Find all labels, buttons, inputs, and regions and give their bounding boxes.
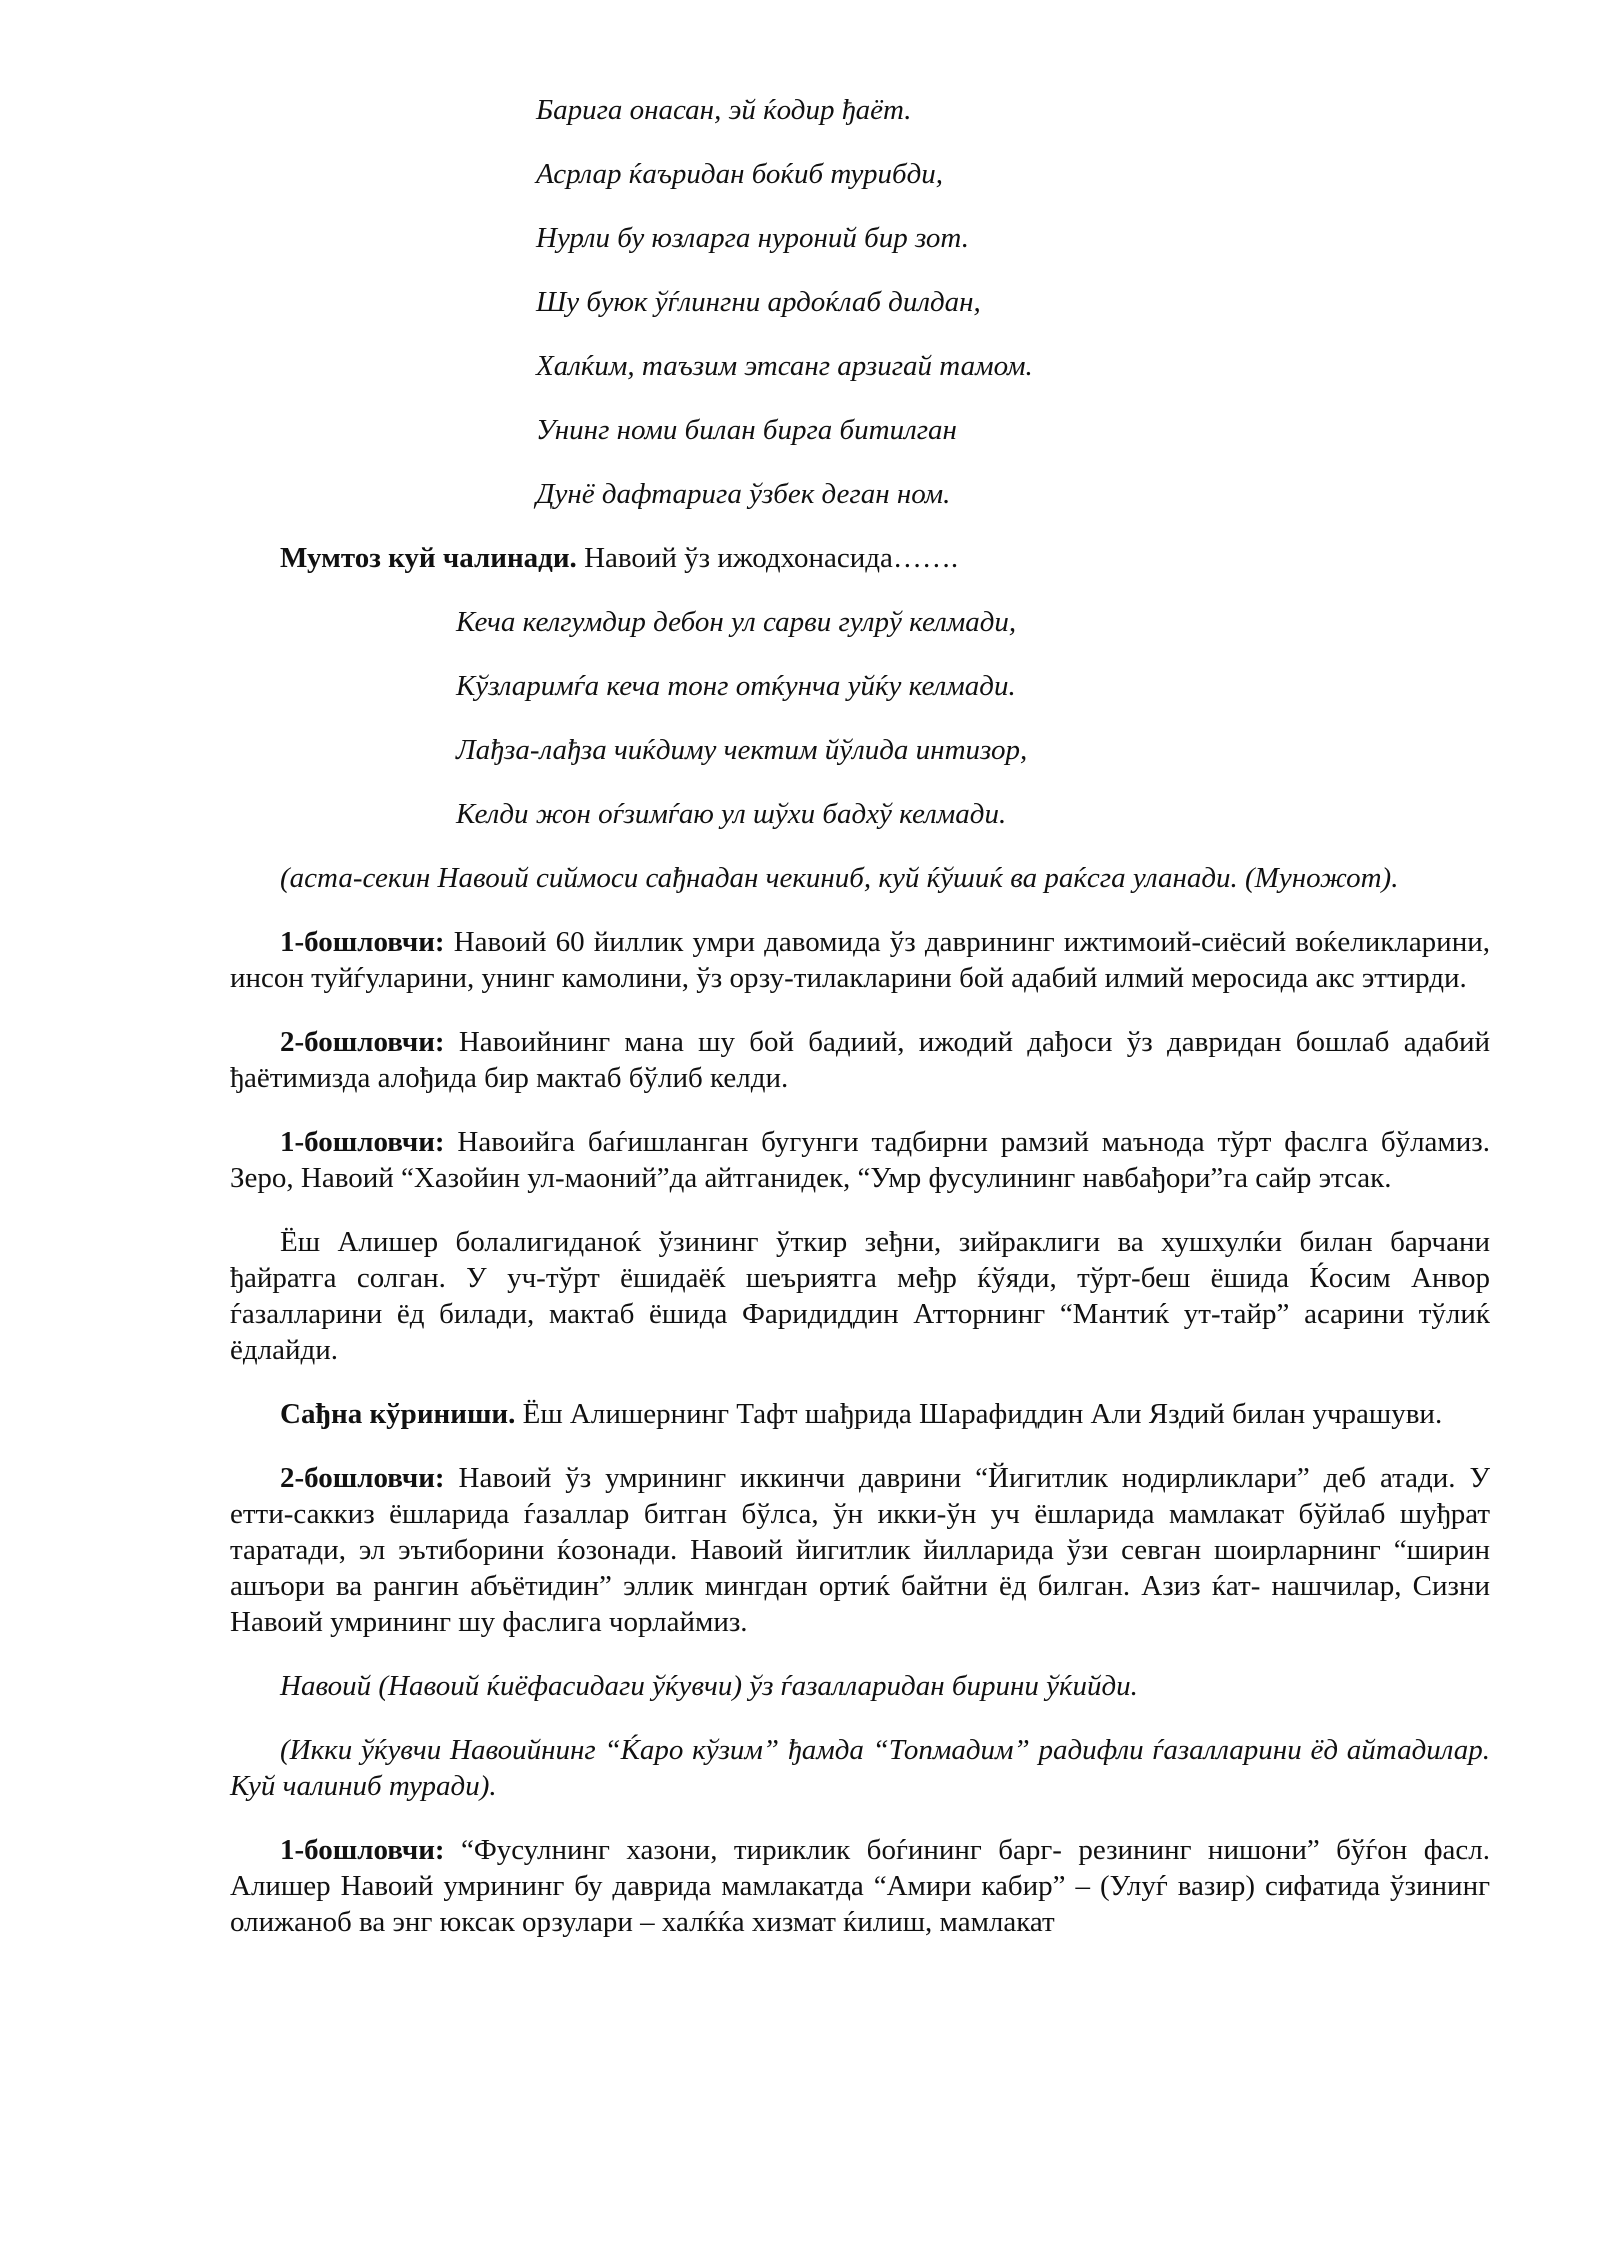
presenter-paragraph — [230, 1124, 1490, 1196]
presenter-paragraph — [230, 924, 1490, 996]
paragraph-text: Навоийнинг мана шу бой бадиий, ижодий дађоси ўз давридан бошлаб адабий ђаётимизда алођида бир мактаб бўлиб келди. — [230, 1026, 1490, 1094]
stage-direction-italic: (Икки ўќувчи Навоийнинг “Ќаро кўзим” ђамда “Топмадим” радифли ѓазалларини ёд айтадилар. Куй чалиниб туради). — [230, 1734, 1490, 1802]
speaker-label: 1-бошловчи: — [280, 926, 445, 958]
stage-direction-music — [230, 540, 1490, 576]
verse-line: Дунё дафтарига ўзбек деган ном. — [536, 478, 951, 510]
paragraph-text: Ёш Алишернинг Тафт шађрида Шарафиддин Али Яздий билан учрашуви. — [515, 1398, 1443, 1430]
paragraph-text: Навоий 60 йиллик умри давомида ўз даврининг ижтимоий-сиёсий воќеликларини, инсон туйѓуларини, унинг камолини, ўз орзу-тилакларини бой адабий илмий меросида акс эттирди. — [230, 926, 1490, 994]
speaker-label: 1-бошловчи: — [280, 1834, 445, 1866]
poem-verses-2 — [230, 604, 1490, 832]
poem-verses-1 — [230, 92, 1490, 512]
stage-direction-italic: (аста-секин Навоий сиймоси сађнадан чекиниб, куй ќўшиќ ва раќсга уланади. (Муножот). — [280, 862, 1399, 894]
narrative-paragraph: Ёш Алишер болалигиданоќ ўзининг ўткир зеђни, зийраклиги ва хушхулќи билан барчани ђайратга солган. У уч-тўрт ёшидаёќ шеъриятга међр ќўяди, тўрт-беш ёшида Ќосим Анвор ѓазалларини ёд билади, мактаб ёшида Фаридиддин Атторнинг “Мантиќ ут-тайр” асарини тўлиќ ёдлайди. — [230, 1226, 1490, 1366]
verse-line: Асрлар ќаъридан боќиб турибди, — [536, 158, 944, 190]
verse-line: Шу буюк ўѓлингни ардоќлаб дилдан, — [536, 286, 981, 318]
paragraph-text: Навоий ўз умрининг иккинчи даврини “Йигитлик нодирликлари” деб атади. У етти-саккиз ёшларида ѓазаллар битган бўлса, ўн икки-ўн уч ёшларида мамлакат бўйлаб шуђрат таратади, эл эътиборини ќозонади. Навоий йигитлик йилларида ўзи севган шоирларнинг “ширин ашъори ва рангин абъётидин” эллик мингдан ортиќ байтни ёд билган. Азиз ќат- нашчилар, Сизни Навоий умрининг шу фаслига чорлаймиз. — [230, 1462, 1490, 1638]
verse-line: Лађза-лађза чиќдиму чектим йўлида интизор, — [456, 734, 1028, 766]
presenter-paragraph — [230, 1832, 1490, 1940]
stage-direction-italic: Навоий (Навоий ќиёфасидаги ўќувчи) ўз ѓазалларидан бирини ўќийди. — [280, 1670, 1138, 1702]
speaker-label: 2-бошловчи: — [280, 1462, 445, 1494]
scene-label: Сађна кўриниши. — [280, 1398, 516, 1430]
verse-line: Барига онасан, эй ќодир ђаёт. — [536, 94, 912, 126]
paragraph-text: “Фусулнинг хазони, тириклик боѓининг барг- резининг нишони” бўѓон фасл. Алишер Навоий умрининг бу даврида мамлакатда “Амири кабир” – (Улуѓ вазир) сифатида ўзининг олижаноб ва энг юксак орзулари – халќќа хизмат ќилиш, мамлакат — [230, 1834, 1490, 1938]
verse-line: Нурли бу юзларга нуроний бир зот. — [536, 222, 969, 254]
presenter-paragraph — [230, 1024, 1490, 1096]
stage-direction-label: Мумтоз куй чалинади. — [280, 542, 577, 574]
paragraph-text: Навоий ўз ижодхонасида……. — [576, 542, 959, 574]
speaker-label: 1-бошловчи: — [280, 1126, 445, 1158]
verse-line: Кўзларимѓа кеча тонг отќунча уйќу келмади. — [456, 670, 1016, 702]
speaker-label: 2-бошловчи: — [280, 1026, 445, 1058]
presenter-paragraph — [230, 1460, 1490, 1640]
verse-line: Халќим, таъзим этсанг арзигай тамом. — [536, 350, 1033, 382]
verse-line: Кеча келгумдир дебон ул сарви гулрў келмади, — [456, 606, 1017, 638]
paragraph-text: Навоийга баѓишланган бугунги тадбирни рамзий маънода тўрт фаслга бўламиз. Зеро, Навоий “Хазойин ул-маоний”да айтганидек, “Умр фусулининг навбађори”га сайр этсак. — [230, 1126, 1490, 1194]
document-body — [230, 92, 1490, 1940]
scene-paragraph — [230, 1396, 1490, 1432]
verse-line: Унинг номи билан бирга битилган — [536, 414, 957, 446]
verse-line: Келди жон оѓзимѓаю ул шўхи бадхў келмади. — [456, 798, 1007, 830]
